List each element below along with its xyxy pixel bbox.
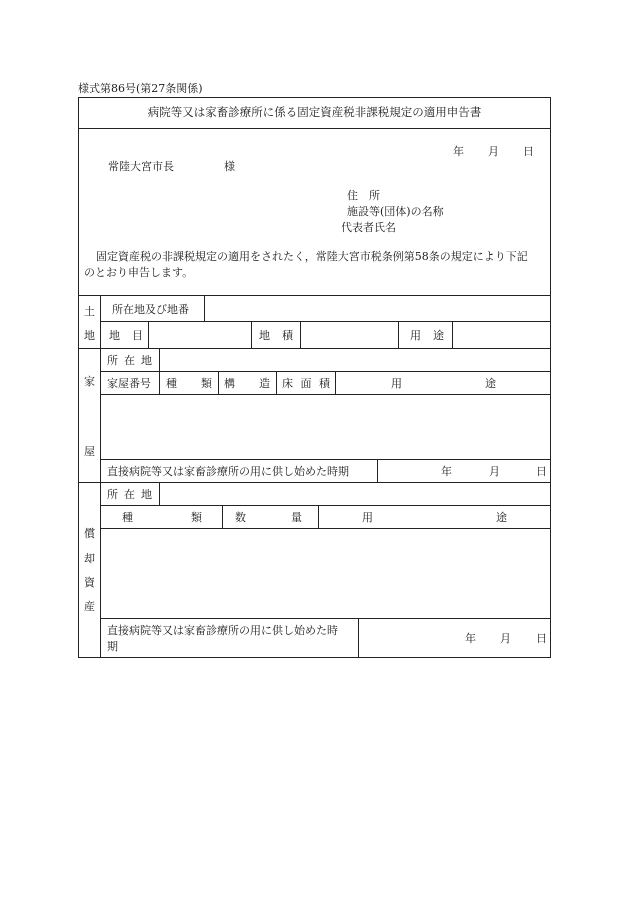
asset-use-char-1: 用 <box>362 511 373 524</box>
applicant-representative-label: 代表者氏名 <box>341 221 396 234</box>
land-area-char-1: 地 <box>259 329 270 342</box>
house-body-divider <box>100 459 551 460</box>
house-structure-char-1: 構 <box>224 377 235 390</box>
date-year: 年 <box>453 145 464 158</box>
asset-location-label <box>107 489 152 500</box>
form-number-label: 様式第86号(第27条関係) <box>78 82 203 95</box>
statement-line-1: 固定資産税の非課税規定の適用をされたく，常陸大宮市税条例第58条の規定により下記 <box>96 250 528 263</box>
asset-section-divider <box>100 482 101 658</box>
land-category-value-divider <box>251 321 252 349</box>
asset-kind-divider <box>222 505 223 528</box>
house-floor-area-label <box>282 378 330 389</box>
asset-location-divider <box>159 482 160 505</box>
applicant-address-label: 住 所 <box>347 189 380 202</box>
asset-location-char-1: 所 <box>107 488 118 501</box>
asset-body-divider <box>100 618 551 619</box>
statement-line-2: のとおり申告します。 <box>84 266 194 279</box>
land-use-char-2: 途 <box>433 329 444 342</box>
house-structure-label <box>224 378 270 389</box>
date-day: 日 <box>523 145 534 158</box>
house-section-divider <box>100 348 101 482</box>
house-start-month: 月 <box>489 465 500 478</box>
house-location-char-2: 在 <box>124 354 135 367</box>
house-floor-area-divider <box>335 371 336 394</box>
house-floor-area-char-1: 床 <box>282 377 293 390</box>
asset-quantity-char-1: 数 <box>235 511 246 524</box>
asset-start-divider <box>358 618 359 658</box>
asset-use-label <box>362 512 507 523</box>
asset-start-day: 日 <box>536 632 547 645</box>
asset-start-label-line-2: 期 <box>107 640 118 653</box>
house-header-divider <box>100 394 551 395</box>
form-title: 病院等又は家畜診療所に係る固定資産税非課税規定の適用申告書 <box>147 105 482 119</box>
border-right <box>550 97 551 658</box>
house-kind-char-2: 類 <box>201 377 212 390</box>
asset-kind-label <box>122 512 202 523</box>
house-location-divider <box>159 348 160 371</box>
applicant-facility-label: 施設等(団体)の名称 <box>347 205 444 218</box>
house-location-char-3: 地 <box>141 354 152 367</box>
house-location-char-1: 所 <box>107 354 118 367</box>
border-top <box>78 97 551 98</box>
asset-start-year: 年 <box>465 632 476 645</box>
addressee-honorific: 様 <box>224 160 235 173</box>
asset-location-char-2: 在 <box>124 488 135 501</box>
asset-header-divider <box>100 528 551 529</box>
house-start-day: 日 <box>536 465 547 478</box>
title-divider <box>78 128 551 129</box>
house-number-divider <box>159 371 160 394</box>
asset-location-char-3: 地 <box>141 488 152 501</box>
house-structure-divider <box>276 371 277 394</box>
house-section-char-1: 家 <box>84 375 95 388</box>
asset-kind-char-2: 類 <box>191 511 202 524</box>
date-month: 月 <box>488 145 499 158</box>
land-house-divider <box>78 348 551 349</box>
house-location-row-divider <box>100 371 551 372</box>
land-area-divider <box>300 321 301 349</box>
border-bottom <box>78 657 551 658</box>
house-structure-char-2: 造 <box>259 377 270 390</box>
asset-quantity-divider <box>318 505 319 528</box>
land-section-char-2: 地 <box>84 329 95 342</box>
house-kind-label <box>166 378 212 389</box>
land-use-divider <box>452 321 453 349</box>
house-location-label <box>107 355 152 366</box>
declaration-divider <box>78 295 551 296</box>
house-floor-area-char-2: 面 <box>300 377 312 390</box>
land-location-divider <box>204 295 205 322</box>
asset-quantity-char-2: 量 <box>291 511 302 524</box>
asset-use-char-2: 途 <box>496 511 507 524</box>
house-kind-divider <box>218 371 219 394</box>
house-use-char-2: 途 <box>485 377 496 390</box>
land-row-divider <box>100 321 551 322</box>
addressee-name: 常陸大宮市長 <box>108 160 174 173</box>
land-area-value-divider <box>398 321 399 349</box>
asset-section-char-3: 資 <box>84 576 95 589</box>
asset-section-char-2: 却 <box>84 552 95 565</box>
house-floor-area-char-3: 積 <box>319 377 330 390</box>
land-use-char-1: 用 <box>410 329 421 342</box>
land-category-char-2: 目 <box>132 329 143 342</box>
land-area-char-2: 積 <box>282 329 293 342</box>
land-use-label <box>410 330 444 341</box>
asset-start-month: 月 <box>500 632 511 645</box>
house-number-label: 家屋番号 <box>107 377 151 390</box>
land-category-divider <box>148 321 149 349</box>
house-use-label <box>391 378 496 389</box>
asset-location-row-divider <box>100 505 551 506</box>
house-kind-char-1: 種 <box>166 377 177 390</box>
land-section-char-1: 土 <box>84 305 95 318</box>
land-category-label <box>109 330 143 341</box>
asset-section-char-1: 償 <box>84 527 95 540</box>
land-area-label <box>259 330 293 341</box>
house-start-label: 直接病院等又は家畜診療所の用に供し始めた時期 <box>107 465 349 478</box>
house-use-char-1: 用 <box>391 377 402 390</box>
land-category-char-1: 地 <box>109 329 120 342</box>
land-location-label: 所在地及び地番 <box>112 303 189 316</box>
house-start-year: 年 <box>441 465 452 478</box>
asset-start-label-line-1: 直接病院等又は家畜診療所の用に供し始めた時 <box>107 624 338 637</box>
asset-quantity-label <box>235 512 302 523</box>
house-section-char-2: 屋 <box>84 445 95 458</box>
house-asset-divider <box>78 482 551 483</box>
house-start-divider <box>377 459 378 482</box>
asset-kind-char-1: 種 <box>122 511 133 524</box>
asset-section-char-4: 産 <box>84 600 95 613</box>
